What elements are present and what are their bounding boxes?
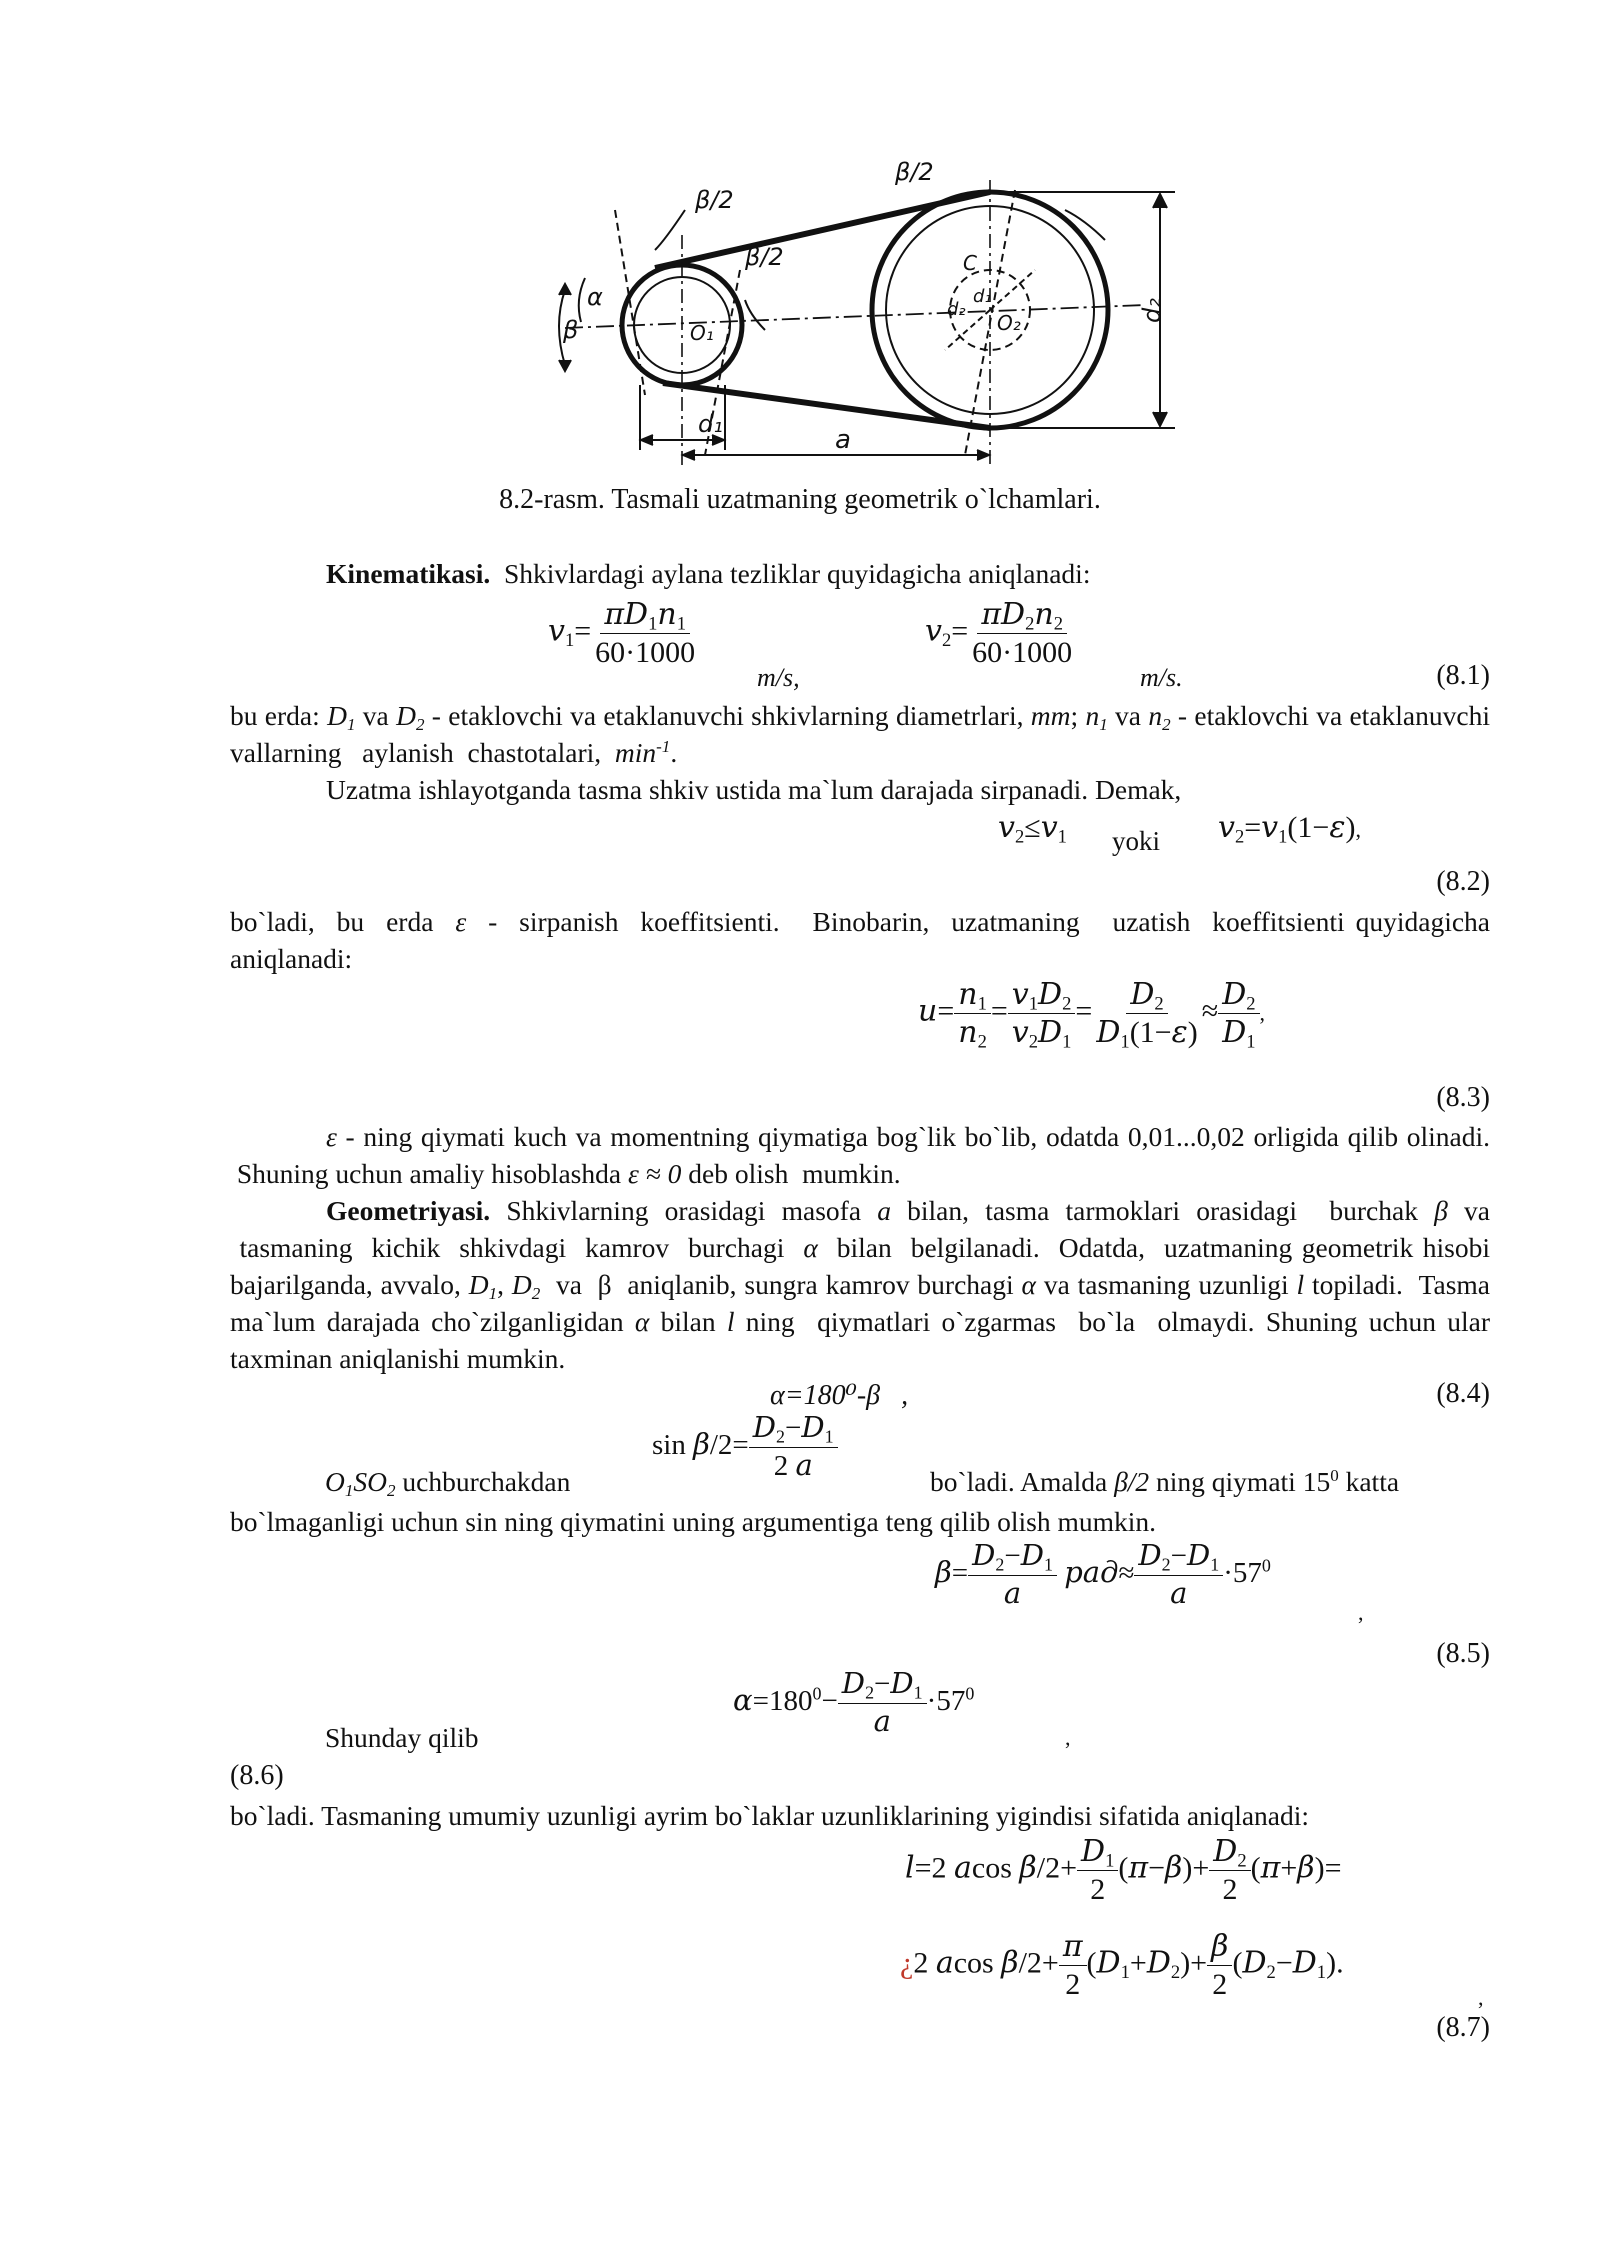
label-O2: O₂ — [997, 311, 1021, 335]
unit-1: m/s, — [757, 663, 800, 692]
eps-text: ε - ning qiymati kuch va momentning qiymatiga bog`lik bo`lib, odatda 0,01...0,02 orligida qilib olinadi. Shuning uchun amaliy hisoblashda ε ≈ 0 deb olish mumkin. — [230, 1121, 1490, 1189]
deg-180: 180 — [768, 1685, 813, 1718]
label-alpha: α — [587, 283, 603, 311]
geometry-title: Geometriyasi. — [326, 1195, 491, 1226]
label-beta-left: β — [563, 316, 579, 344]
eq-number-8-2: (8.2) — [1436, 866, 1490, 897]
belt-drive-diagram — [545, 150, 1185, 475]
rad-text: рад — [1064, 1555, 1119, 1590]
formula-alpha-final: $\alpha=180^0-$ $\frac{D_2-D_1}{a}$ $\cdot 57^0$ — [733, 1666, 975, 1738]
shunday-text: Shunday qilib — [325, 1722, 479, 1753]
label-d1-right: d₁ — [973, 286, 992, 307]
eq-number-8-4: (8.4) — [1436, 1378, 1490, 1409]
label-d2-inner: d₂ — [947, 299, 966, 320]
kinematics-title: Kinematikasi. — [326, 558, 491, 589]
length-text: bo`ladi. Tasmaning umumiy uzunligi ayrim bo`laklar uzunliklarining yigindisi sifatida aniqlanadi: — [230, 1800, 1310, 1831]
comma-8-7: , — [1478, 1985, 1484, 2010]
label-C: C — [963, 251, 977, 275]
triangle-right-text: bo`ladi. Amalda β/2 ning qiymati $15^0$ katta — [930, 1465, 1400, 1497]
deg-sup-0: 0 — [1261, 1555, 1271, 1576]
label-beta-half-top-right: β/2 — [895, 158, 934, 186]
yoki-text: yoki — [1112, 826, 1161, 856]
unit-2: m/s. — [1140, 663, 1183, 692]
ratio-text: bo`ladi, bu erda ε - sirpanish koeffitsienti. Binobarin, uzatmaning uzatish koeffitsienti quyidagicha aniqlanadi: — [230, 906, 1491, 974]
eq-number-8-5: (8.5) — [1436, 1638, 1490, 1669]
kinematics-intro — [230, 555, 1490, 592]
eq-number-8-1: (8.1) — [1436, 660, 1490, 691]
figure-caption: 8.2-rasm. Tasmali uzatmaning geometrik o`lchamlari. — [499, 484, 1101, 515]
sin-text: bo`lmaganligi uchun sin ning qiymatini uning argumentiga teng qilib olish mumkin. — [230, 1506, 1157, 1537]
label-d1-bottom: d₁ — [698, 410, 723, 438]
slip-text: Uzatma ishlayotganda tasma shkiv ustida ma`lum darajada sirpanadi. Demak, — [326, 774, 1182, 805]
formula-v2-slip: $v_2=v_1(1-\varepsilon)$, — [1218, 810, 1361, 848]
label-beta-half-top-left: β/2 — [695, 186, 734, 214]
formula-alpha — [770, 1378, 908, 1412]
formula-v2-le-v1: $v_2\le v_1$ — [998, 810, 1067, 848]
label-beta-half-mid: β/2 — [745, 243, 784, 271]
formula-beta: β= $\frac{D_2-D_1}{a}$ рад≈ $\frac{D_2-D_1}{a}$ $\cdot 57^0$ — [935, 1538, 1271, 1610]
formula-v1: $v_1=$ $\frac{\pi D_1n_1}{60\cdot 1000}$ — [548, 597, 696, 669]
label-a: a — [835, 425, 851, 455]
eq-number-8-6: (8.6) — [230, 1760, 284, 1791]
formula-length-line2: ¿2 acos β/2+ $\frac{\pi}{2}$ $(D_1+D_2)+$ $\frac{\beta}{2}$ $(D_2-D_1)$. — [900, 1929, 1344, 2001]
kinematics-intro-text: Shkivlardagi aylana tezliklar quyidagicha aniqlanadi: — [504, 558, 1091, 589]
formula-sin: sin β/2= $\frac{D_2-D_1}{2 a}$ — [652, 1412, 838, 1483]
triangle-left-text: $O_1SO_2$ uchburchakdan — [325, 1466, 571, 1501]
formula-length-line1: l=2 acos β/2+ $\frac{D_1}{2}$ (π−β)+ $\frac{D_2}{2}$ (π+β)= — [905, 1834, 1342, 1906]
label-O1: O₁ — [690, 321, 714, 345]
alpha-formula-text: α=180⁰-β — [770, 1380, 881, 1411]
comma-8-5: , — [1358, 1600, 1364, 1625]
formula-v2: $v_2=$ $\frac{\pi D_2n_2}{60\cdot 1000}$ — [925, 597, 1073, 669]
label-d2-dim: d₂ — [1138, 298, 1166, 323]
comma-8-6: , — [1065, 1725, 1071, 1750]
belt-drive-figure — [545, 150, 1185, 475]
eq-number-8-3: (8.3) — [1436, 1082, 1490, 1113]
geometry-text: Geometriyasi. Shkivlarning orasidagi masofa a bilan, tasma tarmoklari orasidagi burchak β va tasmaning kichik shkivdagi kamrov burchagi α bilan belgilanadi. Odatda, uzatmaning geometrik hisobi bajarilganda, avvalo, $D_1$, $D_2$ va β aniqlanib, sungra kamrov burchagi α va tasmaning uzunligi l topiladi. Tasma ma`lum darajada cho`zilganligidan α bilan l ning qiymatlari o`zgarmas bo`la olmaydi. Shuning uchun ular taxminan aniqlanishi mumkin. — [230, 1195, 1491, 1374]
where-text: bu erda: $D_1$ va $D_2$ - etaklovchi va etaklanuvchi shkivlarning diametrlari, mm; $n_1$ va $n_2$ - etaklovchi va etaklanuvchi vallarning aylanish chastotalari, $\min^{-1}$. — [230, 700, 1490, 768]
deg-57: 57 — [1232, 1557, 1262, 1590]
formula-u: u= $\frac{n_1}{n_2}$ = $\frac{v_1D_2}{v_2D_1}$ = $\frac{D_2}{D_1(1-\varepsilon)}$ ≈ $\frac{D_2}{D_1}$ , — [918, 977, 1266, 1053]
eq-number-8-7: (8.7) — [1436, 2012, 1490, 2043]
alpha-formula-comma: , — [901, 1380, 909, 1411]
